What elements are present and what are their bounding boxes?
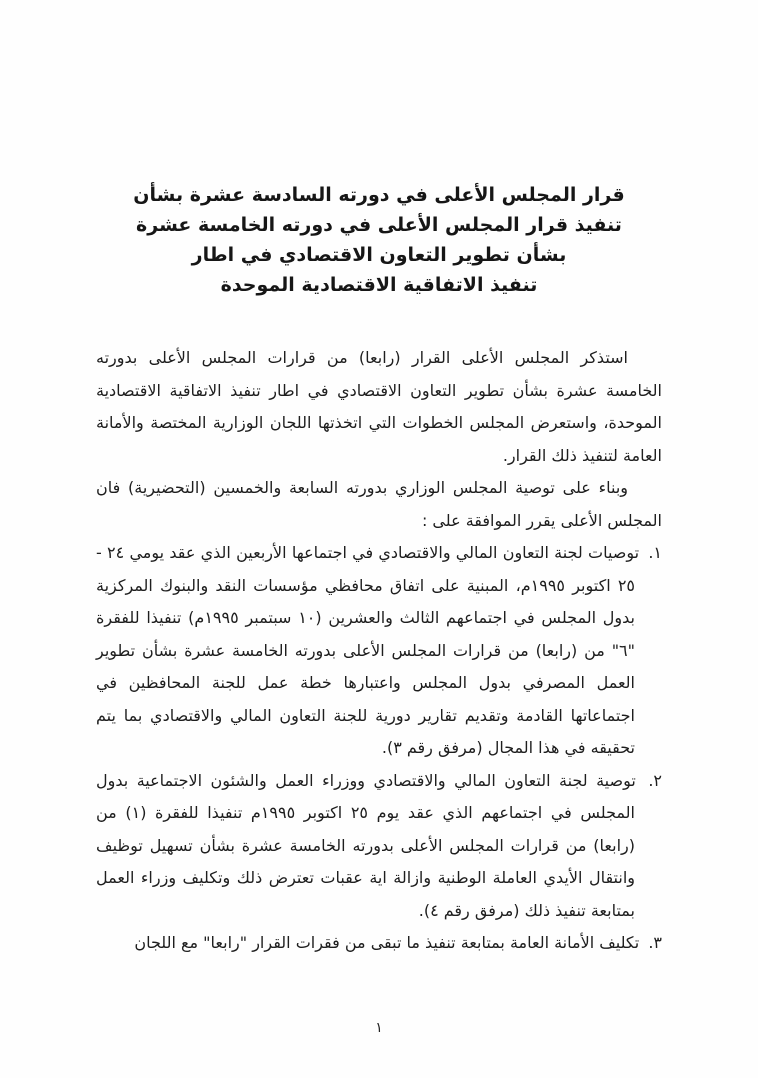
paragraph-basis: وبناء على توصية المجلس الوزاري بدورته السابعة والخمسين (التحضيرية) فان المجلس الأعلى يقرر الموافقة على :	[96, 478, 662, 530]
page-number: ١	[375, 1020, 383, 1036]
document-content	[96, 180, 662, 960]
list-item-1-text: توصيات لجنة التعاون المالي والاقتصادي في اجتماعها الأربعين الذي عقد يومي ٢٤ - ٢٥ اكتوبر ١٩٩٥م، المبنية على اتفاق محافظي مؤسسات النقد والبنوك المركزية بدول المجلس في اجتماعهم الثالث والعشرين (١٠ سبتمبر ١٩٩٥م) تنفيذا للفقرة "٦" من (رابعا) من قرارات المجلس الأعلى بدورته الخامسة عشرة بشأن تطوير العمل المصرفي بدول المجلس واعتبارها خطة عمل للجنة المحافظين في اجتماعاتها القادمة وتقديم تقارير دورية للجنة التعاون المالي والاقتصادي بما يتم تحقيقه في هذا المجال (مرفق رقم ٣).	[96, 543, 640, 757]
list-item-2	[96, 765, 662, 928]
list-item-3-number: ٣.	[648, 933, 662, 952]
decision-list	[96, 537, 662, 960]
title-line-1: قرار المجلس الأعلى في دورته السادسة عشرة بشأن	[133, 184, 625, 206]
document-title	[96, 180, 662, 300]
list-item-2-text: توصية لجنة التعاون المالي والاقتصادي ووزراء العمل والشئون الاجتماعية بدول المجلس في اجتماعهم الذي عقد يوم ٢٥ اكتوبر ١٩٩٥م تنفيذا للفقرة (١) من (رابعا) من قرارات المجلس الأعلى بدورته الخامسة عشرة بشأن تسهيل توظيف وانتقال الأيدي العاملة الوطنية وازالة اية عقبات تعترض ذلك وتكليف وزراء العمل بمتابعة تنفيذ ذلك (مرفق رقم ٤).	[96, 770, 636, 920]
list-item-3	[96, 927, 662, 960]
title-line-2: تنفيذ قرار المجلس الأعلى في دورته الخامسة عشرة	[136, 214, 622, 236]
title-line-4: تنفيذ الاتفاقية الاقتصادية الموحدة	[220, 274, 538, 296]
list-item-1-number: ١.	[648, 543, 663, 562]
title-line-3: بشأن تطوير التعاون الاقتصادي في اطار	[191, 244, 567, 266]
list-item-2-number: ٢.	[648, 770, 662, 790]
list-item-1	[96, 537, 662, 765]
paragraph-recall: استذكر المجلس الأعلى القرار (رابعا) من قرارات المجلس الأعلى بدورته الخامسة عشرة بشأن تطوير التعاون الاقتصادي في اطار تنفيذ الاتفاقية الاقتصادية الموحدة، واستعرض المجلس الخطوات التي اتخذتها اللجان الوزارية المختصة والأمانة العامة لتنفيذ ذلك القرار.	[96, 348, 662, 465]
list-item-3-text: تكليف الأمانة العامة بمتابعة تنفيذ ما تبقى من فقرات القرار "رابعا" مع اللجان	[134, 933, 640, 952]
